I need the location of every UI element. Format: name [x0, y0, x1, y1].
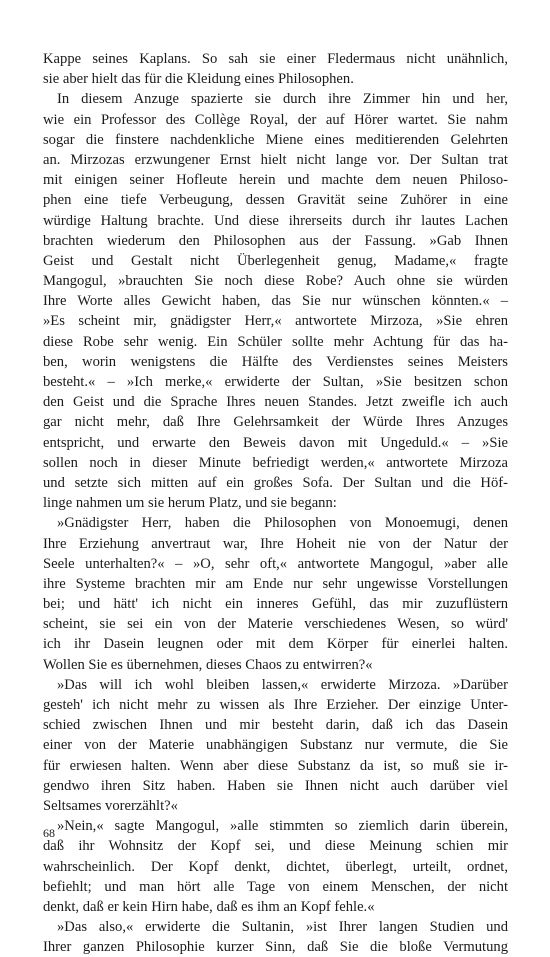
text-line: sie aber hielt das für die Kleidung eines Philosophen.	[43, 71, 354, 88]
text-line: »Nein,« sagte Mangogul, »alle stimmten so ziemlich darin überein,	[57, 818, 508, 835]
text-line: In diesem Anzuge spazierte sie durch ihre Zimmer hin und her,	[57, 91, 508, 108]
text-line: »Es scheint mir, gnädigster Herr,« antwortete Mirzoza, »Sie ehren	[43, 313, 508, 330]
text-line: »Das will ich wohl bleiben lassen,« erwiderte Mirzoza. »Darüber	[57, 676, 508, 693]
text-line: Mangogul, »brauchten Sie noch diese Robe? Auch ohne sie würden	[43, 273, 508, 290]
text-line: würdige Haltung brachte. Und diese ihrerseits durch ihr lautes Lachen	[43, 212, 508, 229]
text-line: sogar die finstere nachdenkliche Miene eines meditierenden Gelehrten	[43, 131, 508, 148]
text-line: wahrscheinlich. Der Kopf denkt, dichtet, überlegt, urteilt, ordnet,	[43, 858, 508, 875]
text-line: »Das also,« erwiderte die Sultanin, »ist Ihrer langen Studien und	[57, 919, 508, 936]
text-line: und setzte sich mitten auf ein großes Sofa. Der Sultan und die Höf-	[43, 474, 508, 491]
text-line: gendwo ihren Sitz haben. Haben sie Ihnen nicht auch darüber viel	[43, 777, 508, 794]
text-line: phen eine tiefe Verbeugung, dessen Gravität seine Zuhörer in eine	[43, 192, 508, 209]
text-line: Ihre Worte alles Gewicht haben, das Sie nur wünschen könnten.« –	[43, 293, 508, 310]
text-line: sollen noch in dieser Minute befriedigt werden,« antwortete Mirzoza	[43, 454, 508, 471]
text-line: entspricht, und erwarte den Beweis davon mit Ungeduld.« – »Sie	[43, 434, 508, 451]
text-line: gar nicht mehr, daß Ihre Gelehrsamkeit der Würde Ihres Anzuges	[43, 414, 508, 431]
text-line: schied zwischen Ihnen und mir besteht darin, daß ich das Dasein	[43, 717, 508, 734]
text-line: für erwiesen halten. Wenn aber diese Substanz da ist, so muß sie ir-	[43, 757, 508, 774]
text-line: Seltsames vorerzählt?«	[43, 797, 178, 814]
text-line: »Gnädigster Herr, haben die Philosophen von Monoemugi, denen	[57, 515, 508, 532]
text-line: Wollen Sie es übernehmen, dieses Chaos zu entwirren?«	[43, 656, 373, 673]
text-line: Ihrer ganzen Philosophie kurzer Sinn, daß Sie die bloße Vermutung	[43, 939, 508, 956]
text-line: linge nahmen um sie herum Platz, und sie begann:	[43, 495, 337, 512]
text-line: bei; und hätt' ich nicht ein inneres Gefühl, das mir zuzuflüstern	[43, 596, 508, 613]
text-line: an. Mirzozas erzwungener Ernst hielt nicht lange vor. Der Sultan trat	[43, 151, 508, 168]
text-line: ich ihr Dasein leugnen oder mit dem Körper für einerlei halten.	[43, 636, 508, 653]
text-line: Seele unterhalten?« – »O, sehr oft,« antwortete Mangogul, »aber alle	[43, 555, 508, 572]
text-line: denkt, daß er kein Hirn habe, daß es ihm an Kopf fehle.«	[43, 898, 375, 915]
text-line: befiehlt; und man hört alle Tage von einem Menschen, der nicht	[43, 878, 508, 895]
text-line: einer von der Materie unabhängigen Substanz nur vermute, die Sie	[43, 737, 508, 754]
text-line: scheint, sie sei ein von der Materie verschiedenes Wesen, so würd'	[43, 616, 508, 633]
text-line: mit einigen seiner Hofleute herein und machte dem neuen Philoso-	[43, 172, 508, 189]
text-line: Geist und Gestalt nicht Überlegenheit genug, Madame,« fragte	[43, 252, 508, 269]
text-line: besteht.« – »Ich merke,« erwiderte der Sultan, »Sie besitzen schon	[43, 374, 508, 390]
text-line: brachten wiederum den Philosophen aus der Fassung. »Gab Ihnen	[43, 232, 508, 249]
text-line: gesteh' ich nicht mehr zu wissen als Ihre Erzieher. Der einzige Unter-	[43, 697, 508, 713]
text-line: ben, worin wenigstens die Hälfte des Verdienstes seines Meisters	[43, 353, 508, 370]
text-line: wie ein Professor des Collège Royal, der auf Hörer wartet. Sie nahm	[43, 111, 508, 128]
text-line: Kappe seines Kaplans. So sah sie einer Fledermaus nicht unähnlich,	[43, 51, 508, 67]
text-line: daß ihr Wohnsitz der Kopf sei, und diese Meinung schien mir	[43, 838, 508, 855]
text-line: diese Robe sehr wenig. Ein Schüler sollte mehr Achtung für das ha-	[43, 333, 508, 350]
text-line: den Geist und die Sprache Ihres neuen Standes. Jetzt zweifle ich auch	[43, 394, 508, 411]
text-line: ihre Systeme brachten mir am Ende nur sehr ungewisse Vorstellungen	[43, 575, 508, 592]
page-body	[43, 49, 508, 957]
text-line: Ihre Erziehung anvertraut war, Ihre Hoheit nie von der Natur der	[43, 535, 508, 552]
page-number: 68	[43, 826, 55, 840]
